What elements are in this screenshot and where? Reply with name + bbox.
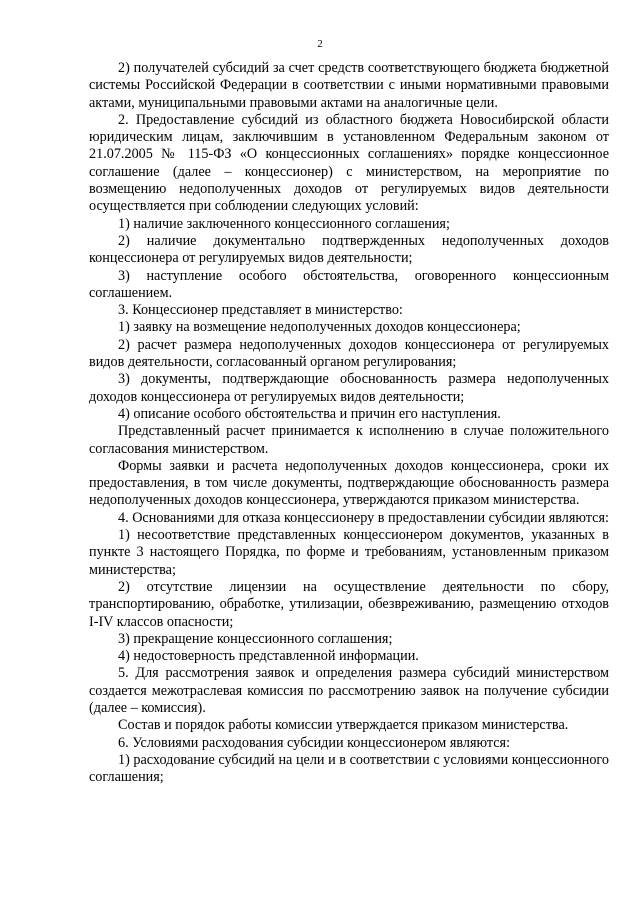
paragraph: 1) расходование субсидий на цели и в соответствии с условиями концессионного соглашения; bbox=[89, 751, 609, 786]
paragraph: 4) недостоверность представленной информации. bbox=[118, 648, 419, 665]
paragraph: 2) отсутствие лицензии на осуществление деятельности по сбору, транспортированию, обработке, утилизации, обезвреживанию, размещению отходов I-IV классов опасности; bbox=[89, 578, 609, 630]
document-body bbox=[89, 60, 609, 786]
paragraph: 3. Концессионер представляет в министерство: bbox=[118, 302, 403, 319]
paragraph: 4. Основаниями для отказа концессионеру в предоставлении субсидии являются: bbox=[118, 509, 609, 526]
paragraph: Представленный расчет принимается к исполнению в случае положительного согласования министерством. bbox=[89, 423, 609, 457]
paragraph: 2) наличие документально подтвержденных недополученных доходов концессионера от регулируемых видов деятельности; bbox=[89, 232, 609, 267]
paragraph: 4) описание особого обстоятельства и причин его наступления. bbox=[118, 405, 501, 422]
paragraph: 1) заявку на возмещение недополученных доходов концессионера; bbox=[118, 319, 521, 336]
page-number: 2 bbox=[317, 38, 323, 50]
paragraph: 2) расчет размера недополученных доходов концессионера от регулируемых видов деятельности, согласованный органом регулирования; bbox=[89, 336, 609, 371]
paragraph: Состав и порядок работы комиссии утверждается приказом министерства. bbox=[118, 717, 569, 734]
paragraph: 2. Предоставление субсидий из областного бюджета Новосибирской области юридическим лицам, заключившим в установленном Федеральным законом от 21.07.2005 № 115-ФЗ «О концессионных соглашениях» порядке концессионное соглашение (далее – концессионер) с министерством, на мероприятие по возмещению недополученных доходов от регулируемых видов деятельности осуществляется при соблюдении следующих условий: bbox=[89, 111, 609, 215]
paragraph: 2) получателей субсидий за счет средств соответствующего бюджета бюджетной системы Российской Федерации в соответствии с иными нормативными правовыми актами, муниципальными правовыми актами на аналогичные цели. bbox=[89, 60, 609, 111]
paragraph: Формы заявки и расчета недополученных доходов концессионера, сроки их предоставления, в том числе документы, подтверждающие обоснованность размера недополученных доходов концессионера, утверждаются приказом министерства. bbox=[89, 457, 609, 509]
paragraph: 3) наступление особого обстоятельства, оговоренного концессионным соглашением. bbox=[89, 267, 609, 301]
paragraph: 6. Условиями расходования субсидии концессионером являются: bbox=[118, 734, 511, 751]
paragraph: 1) наличие заключенного концессионного соглашения; bbox=[118, 215, 450, 232]
paragraph: 3) документы, подтверждающие обоснованность размера недополученных доходов концессионера от регулируемых видов деятельности; bbox=[89, 371, 609, 405]
paragraph: 3) прекращение концессионного соглашения; bbox=[118, 630, 393, 647]
paragraph: 5. Для рассмотрения заявок и определения размера субсидий министерством создается межотраслевая комиссия по рассмотрению заявок на получение субсидии (далее – комиссия). bbox=[89, 665, 609, 716]
paragraph: 1) несоответствие представленных концессионером документов, указанных в пункте 3 настоящего Порядка, по форме и требованиям, установленным приказом министерства; bbox=[89, 527, 609, 578]
